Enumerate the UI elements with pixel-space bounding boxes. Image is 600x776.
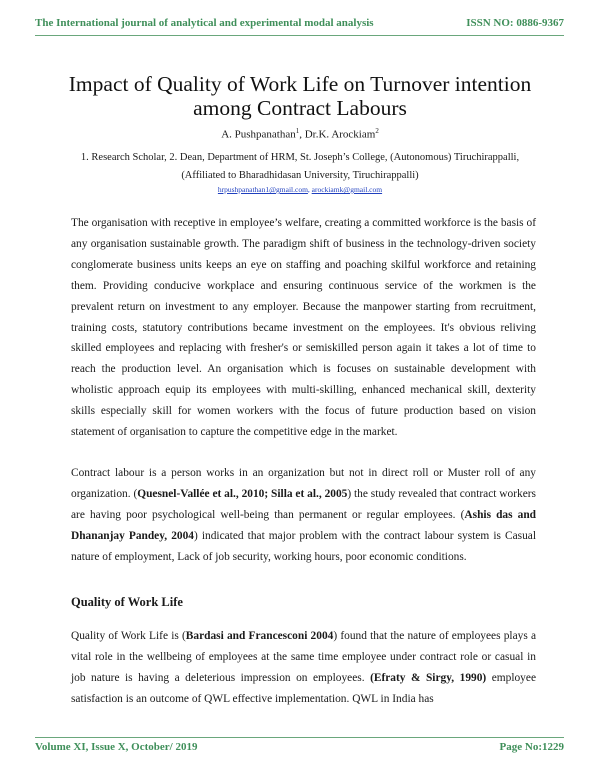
running-footer xyxy=(35,741,564,757)
p3-text-b: ) found that the nature of employees plays a vital role in the wellbeing of employees at the same time employee under contract role or casual in job nature is having a deleterious impression on employees. xyxy=(71,630,536,684)
author-line xyxy=(0,127,600,141)
p3-text-c: employee satisfaction is an outcome of QWL effective implementation. QWL in India has xyxy=(71,671,536,705)
journal-name: The International journal of analytical and experimental modal analysis xyxy=(35,17,374,29)
p2-text-a: Contract labour is a person works in an organization but not in direct roll or Muster roll of any organization. ( xyxy=(71,467,536,500)
header-rule xyxy=(35,35,564,36)
paragraph-contract-labour xyxy=(71,463,536,568)
email-separator: , xyxy=(307,185,312,194)
affiliation-line-1: 1. Research Scholar, 2. Dean, Department of HRM, St. Joseph’s College, (Autonomous) Tiruchirappalli, xyxy=(80,152,520,163)
p2-text-b: ) the study revealed that contract workers are having poor psychological well-being than permanent or regular employees. ( xyxy=(71,487,536,521)
paragraph-intro: The organisation with receptive in employee’s welfare, creating a committed workforce is the basis of any organisation sustainable growth. The paradigm shift of business in the technology-driven society conglomerate business units keeps an eye on staffing and poaching skilful workforce and retaining them. Providing conducive workplace and ensuring continuous service of the workmen is the prevalent return on investment to any employer. Because the manpower starting from recruitment, training costs, statutory contributions became investment on the employees. It's obvious reliving skilled employees and replacing with fresher's or semiskilled person again it takes a lot of time to reach the production level. An organisation which is focuses on sustainable development with wholistic approach equip its employees with multi-skilling, enhanced mechanical skill, dexterity skills especially skill for women workers with the focus of future production based on vision statement of organisation to capture the competitive edge in the market. xyxy=(71,217,536,439)
author-2-sup: 2 xyxy=(375,127,379,135)
footer-rule xyxy=(35,737,564,738)
citation-ashis-das: Ashis das and Dhananjay Pandey, 2004 xyxy=(71,508,536,542)
section-heading-qwl: Quality of Work Life xyxy=(71,595,183,609)
paragraph-qwl xyxy=(71,626,536,710)
p3-text-a: Quality of Work Life is ( xyxy=(71,630,186,642)
author-1-sup: 1 xyxy=(295,127,300,135)
running-header xyxy=(35,17,564,33)
affiliation xyxy=(20,149,580,185)
affiliation-line-2: (Affiliated to Bharadhidasan University, Tiruchirappalli) xyxy=(181,170,419,181)
issn-number: ISSN NO: 0886-9367 xyxy=(466,17,564,29)
email-link-1[interactable]: hrpushpanathan1@gmail.com xyxy=(217,185,308,194)
citation-efraty: (Efraty & Sirgy, 1990) xyxy=(370,671,487,684)
page-number: Page No:1229 xyxy=(499,741,564,753)
volume-info: Volume XI, Issue X, October/ 2019 xyxy=(35,741,198,753)
email-line xyxy=(0,185,600,194)
paper-title: Impact of Quality of Work Life on Turnover intention among Contract Labours xyxy=(68,72,532,120)
author-separator: , xyxy=(299,128,305,141)
citation-quesnel-silla: Quesnel-Vallée et al., 2010; Silla et al., 2005 xyxy=(137,487,348,500)
author-2: Dr.K. Arockiam xyxy=(304,128,376,141)
citation-bardasi: Bardasi and Francesconi 2004 xyxy=(185,630,334,642)
author-1: A. Pushpanathan xyxy=(221,128,296,141)
p2-text-c: ) indicated that major problem with the contract labour system is Casual nature of employment, Lack of job security, working hours, poor economic conditions. xyxy=(71,529,536,563)
email-link-2[interactable]: arockiamk@gmail.com xyxy=(311,185,383,194)
